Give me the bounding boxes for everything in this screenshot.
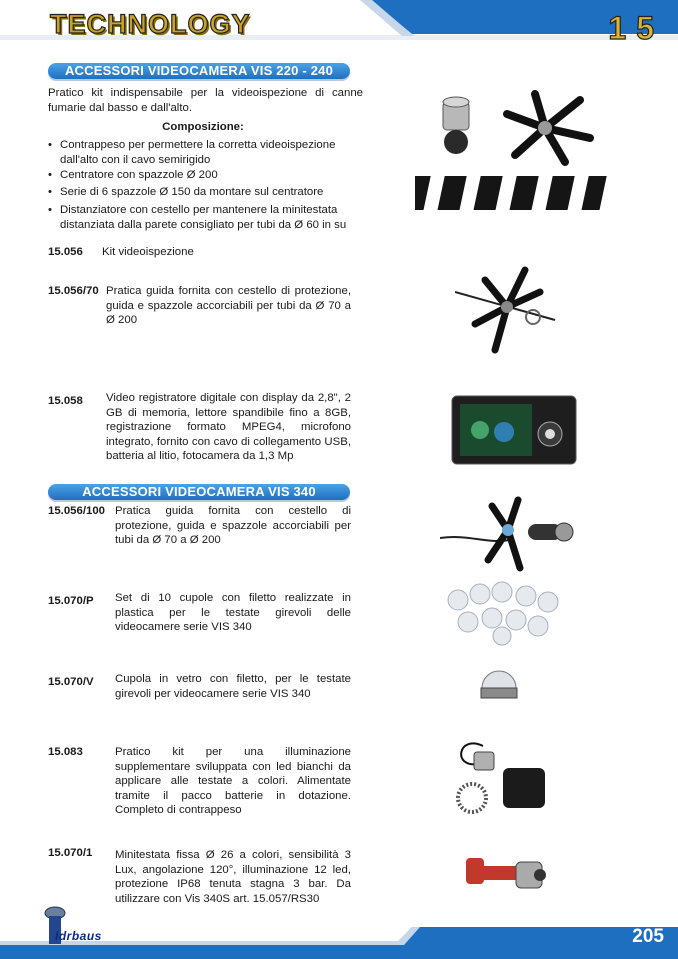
page-number: 205 (632, 926, 664, 947)
plastic-domes-set-image (438, 580, 568, 646)
item-description: Pratico kit per una illuminazione supplementare sviluppata con led bianchi da applicare alle testate a colori. Alimentate tramite il pacco batterie in dotazione. Completo di contrappeso (115, 746, 351, 816)
guide-with-basket-image (455, 262, 560, 357)
guide-vis340-image (440, 496, 580, 572)
section-heading-vis-340: ACCESSORI VIDEOCAMERA VIS 340 (48, 484, 350, 500)
composition-label: Composizione: (162, 121, 244, 133)
item-code: 15.056/70 (48, 285, 99, 297)
item-description: Kit videoispezione (102, 246, 194, 258)
item-description: Cupola in vetro con filetto, per le testate girevoli per videocamere serie VIS 340 (115, 673, 351, 700)
item-description: Video registratore digitale con display da 2,8", 2 GB di memoria, lettore spandibile fino a 8GB, registrazione formato MPEG4, microfono integrato, fornito con cavo di collegamento USB, batteria al litio, fotocamera da 1,3 Mp (106, 392, 351, 462)
intro-paragraph: Pratico kit indispensabile per la videoispezione di canne fumarie dal basso e dall'alto. (48, 87, 363, 114)
item-description: Set di 10 cupole con filetto realizzate in plastica per le testate girevoli delle videocamere serie VIS 340 (115, 592, 351, 633)
item-description: Minitestata fissa Ø 26 a colori, sensibilità 3 Lux, angolazione 120°, illuminazione 12 led, protezione IP68 tenuta stagna 3 bar. Da utilizzare con Vis 340S art. 15.057/RS30 (115, 849, 351, 905)
list-item: • Serie di 6 spazzole Ø 150 da montare sul centratore (48, 186, 324, 198)
item-code: 15.056 (48, 246, 83, 258)
item-code: 15.070/1 (48, 847, 93, 859)
list-item: • Distanziatore con cestello per mantenere la minitestata distanziata dalla parete consigliato per tubi da Ø 60 in su (48, 204, 347, 231)
led-lighting-kit-image (448, 738, 553, 818)
glass-dome-image (478, 664, 520, 704)
section-heading-vis-220-240: ACCESSORI VIDEOCAMERA VIS 220 - 240 (48, 63, 350, 79)
item-code: 15.056/100 (48, 505, 106, 517)
list-item: • Centratore con spazzole Ø 200 (48, 169, 218, 181)
mini-camera-head-image (460, 852, 550, 898)
item-description: Pratica guida fornita con cestello di protezione, guida e spazzole accorciabili per tubi da Ø 70 a Ø 200 (106, 285, 351, 326)
item-description: Pratica guida fornita con cestello di protezione, guida e spazzole accorciabili per tubi da Ø 70 a Ø 200 (115, 505, 351, 546)
brand-logo-text: Idrbaus (55, 929, 102, 943)
item-code: 15.058 (48, 395, 83, 407)
videoinspection-kit-image (415, 90, 625, 220)
item-code: 15.083 (48, 746, 83, 758)
item-code: 15.070/P (48, 595, 94, 607)
chapter-number: 15 (608, 10, 664, 46)
page-title: TECHNOLOGY (50, 9, 251, 39)
item-code: 15.070/V (48, 676, 94, 688)
list-item: • Contrappeso per permettere la corretta videoispezione dall'alto con il cavo semirigido (48, 139, 336, 166)
digital-video-recorder-image (450, 394, 578, 466)
